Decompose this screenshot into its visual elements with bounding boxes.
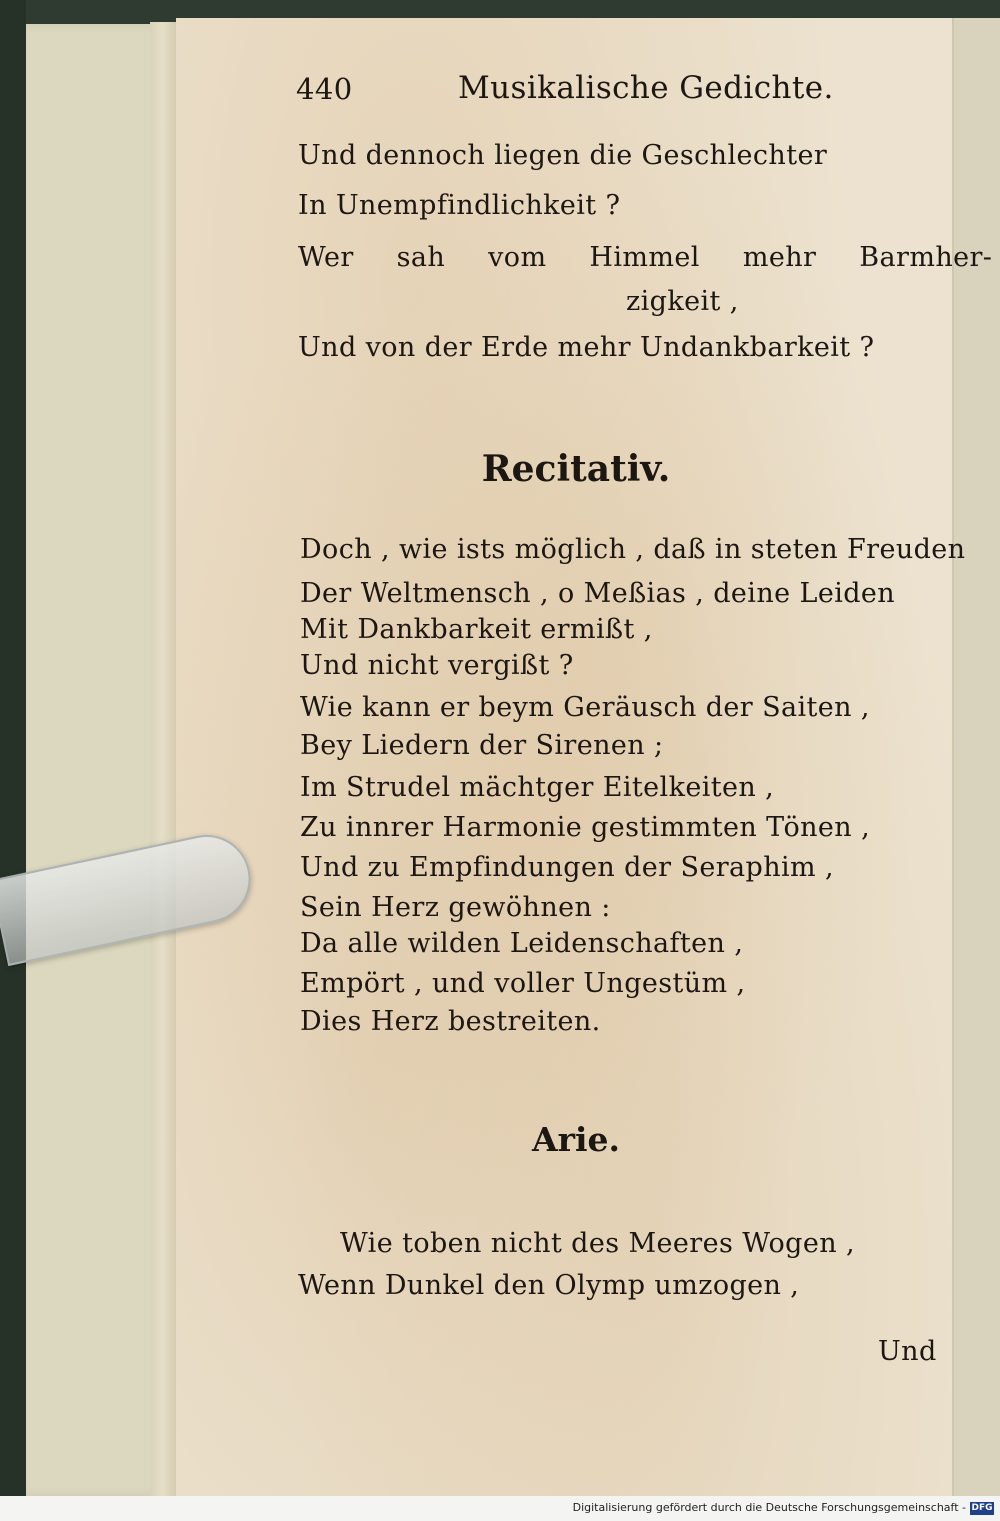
verse-line: Und nicht vergißt ?	[300, 650, 574, 681]
verse-line: Zu innrer Harmonie gestimmten Tönen ,	[300, 812, 871, 843]
facing-page-edge	[952, 18, 1000, 1496]
section-heading-recitativ: Recitativ.	[481, 448, 671, 490]
verse-line: zigkeit ,	[626, 286, 739, 317]
page-number: 440	[296, 72, 353, 106]
verse-line: Wer sah vom Himmel mehr Barmher-	[298, 242, 993, 273]
verse-line: Wenn Dunkel den Olymp umzogen ,	[298, 1270, 800, 1301]
verse-line: Wie kann er beym Geräusch der Saiten ,	[300, 692, 870, 723]
verse-line: Der Weltmensch , o Meßias , deine Leiden	[300, 578, 896, 609]
book-board	[0, 0, 26, 1500]
verse-line: Empört , und voller Ungestüm ,	[300, 968, 746, 999]
running-title: Musikalische Gedichte.	[458, 70, 834, 106]
verse-line: Sein Herz gewöhnen :	[300, 892, 611, 923]
section-heading-arie: Arie.	[531, 1120, 620, 1159]
verse-line: Im Strudel mächtger Eitelkeiten ,	[300, 772, 775, 803]
catchword: Und	[878, 1336, 937, 1367]
verse-line: Da alle wilden Leidenschaften ,	[300, 928, 744, 959]
verse-line: Und zu Empfindungen der Seraphim ,	[300, 852, 835, 883]
verse-line: Mit Dankbarkeit ermißt ,	[300, 614, 653, 645]
verse-line: Und dennoch liegen die Geschlechter	[298, 140, 828, 171]
verse-line: Doch , wie ists möglich , daß in steten Freuden	[300, 534, 966, 565]
dfg-logo: DFG	[971, 1503, 993, 1513]
verse-line: Wie toben nicht des Meeres Wogen ,	[340, 1228, 855, 1259]
verse-line: Und von der Erde mehr Undankbarkeit ?	[298, 332, 875, 363]
verse-line: Bey Liedern der Sirenen ;	[300, 730, 664, 761]
digitization-credit: Digitalisierung gefördert durch die Deutsche Forschungsgemeinschaft -	[572, 1501, 966, 1514]
verse-line: Dies Herz bestreiten.	[300, 1006, 601, 1037]
verse-line: In Unempfindlichkeit ?	[298, 190, 621, 221]
